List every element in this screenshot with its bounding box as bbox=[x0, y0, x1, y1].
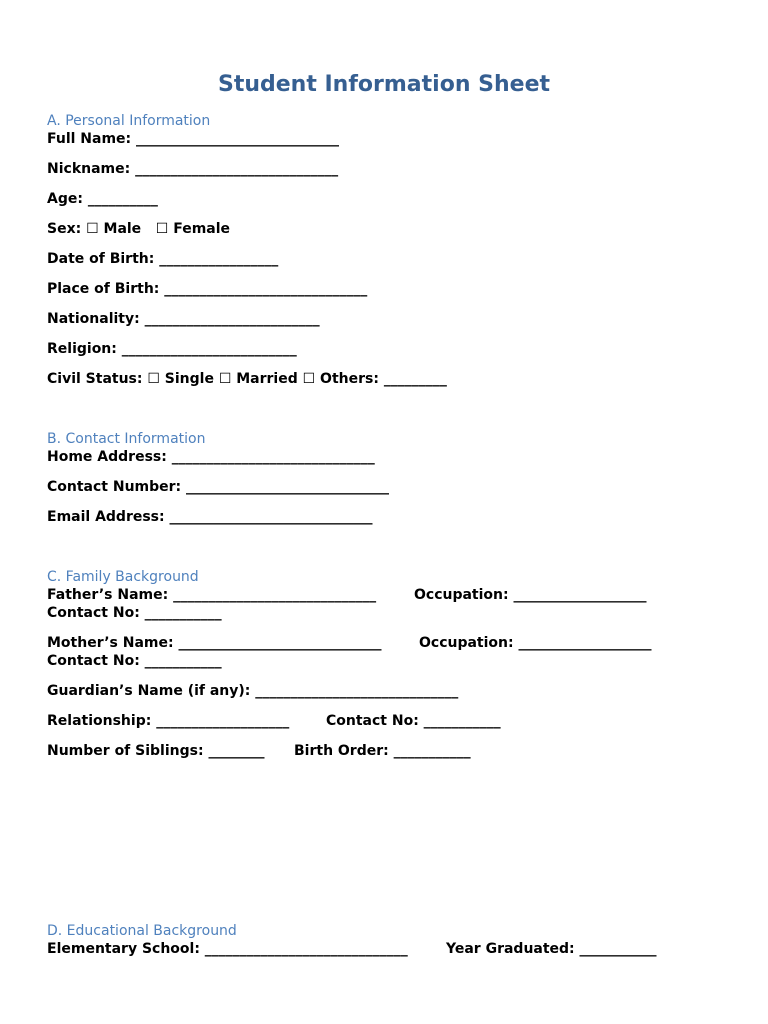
contact-number-field[interactable]: Contact Number: _____________________________ bbox=[47, 479, 390, 495]
birth-order-field[interactable]: Birth Order: ___________ bbox=[294, 743, 471, 759]
section-heading-contact: B. Contact Information bbox=[47, 431, 206, 447]
year-graduated-field[interactable]: Year Graduated: ___________ bbox=[446, 941, 657, 957]
nationality-field[interactable]: Nationality: _________________________ bbox=[47, 311, 320, 327]
father-occupation-field[interactable]: Occupation: ___________________ bbox=[414, 587, 647, 603]
siblings-field[interactable]: Number of Siblings: ________ bbox=[47, 743, 265, 759]
father-name-field[interactable]: Father’s Name: _____________________________ bbox=[47, 587, 377, 603]
full-name-field[interactable]: Full Name: _____________________________ bbox=[47, 131, 340, 147]
email-address-field[interactable]: Email Address: _____________________________ bbox=[47, 509, 373, 525]
guardian-name-field[interactable]: Guardian’s Name (if any): _____________________________ bbox=[47, 683, 459, 699]
age-field[interactable]: Age: __________ bbox=[47, 191, 158, 207]
place-of-birth-field[interactable]: Place of Birth: _____________________________ bbox=[47, 281, 368, 297]
section-heading-personal: A. Personal Information bbox=[47, 113, 211, 129]
home-address-field[interactable]: Home Address: _____________________________ bbox=[47, 449, 375, 465]
nickname-field[interactable]: Nickname: _____________________________ bbox=[47, 161, 339, 177]
guardian-contact-field[interactable]: Contact No: ___________ bbox=[326, 713, 501, 729]
section-heading-education: D. Educational Background bbox=[47, 923, 237, 939]
date-of-birth-field[interactable]: Date of Birth: _________________ bbox=[47, 251, 279, 267]
mother-contact-field[interactable]: Contact No: ___________ bbox=[47, 653, 222, 669]
sex-field[interactable]: Sex: ☐ Male ☐ Female bbox=[47, 221, 231, 237]
mother-name-field[interactable]: Mother’s Name: _____________________________ bbox=[47, 635, 382, 651]
elementary-school-field[interactable]: Elementary School: _____________________________ bbox=[47, 941, 408, 957]
civil-status-field[interactable]: Civil Status: ☐ Single ☐ Married ☐ Others: _________ bbox=[47, 371, 447, 387]
mother-occupation-field[interactable]: Occupation: ___________________ bbox=[419, 635, 652, 651]
father-contact-field[interactable]: Contact No: ___________ bbox=[47, 605, 222, 621]
page-title: Student Information Sheet bbox=[217, 72, 551, 97]
section-heading-family: C. Family Background bbox=[47, 569, 199, 585]
religion-field[interactable]: Religion: _________________________ bbox=[47, 341, 297, 357]
relationship-field[interactable]: Relationship: ___________________ bbox=[47, 713, 290, 729]
